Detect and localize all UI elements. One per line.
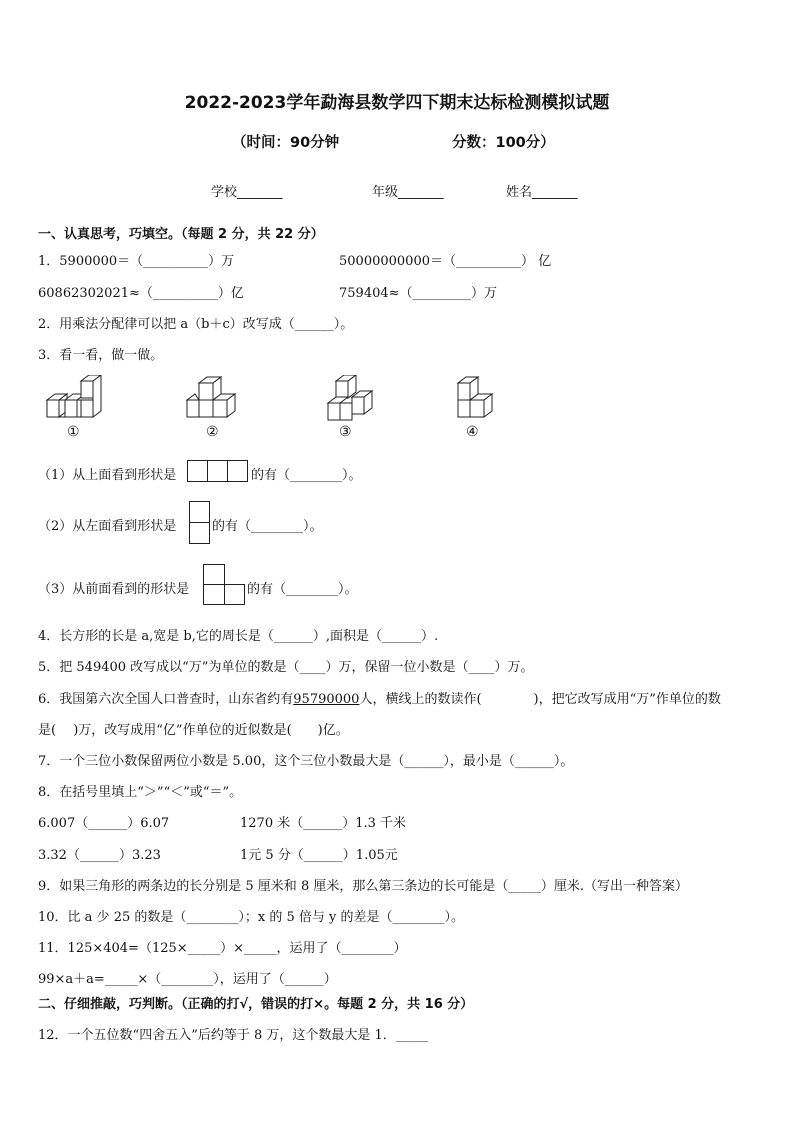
question-6-underlined-number: 95790000 (293, 692, 360, 707)
question-1a: 1．5900000＝（__________）万 (38, 254, 235, 269)
question-4: 4．长方形的长是 a,宽是 b,它的周长是（______）,面积是（______）. (38, 629, 439, 644)
figure-label-4: ④ (466, 424, 479, 440)
question-8b: 1270 米（______）1.3 千米 (240, 816, 407, 831)
question-11a: 11．125×404=（125×_____）×_____，运用了（________） (38, 941, 407, 956)
question-6-line2: 是( )万，改写成用“亿”作单位的近似数是( )亿。 (38, 723, 349, 738)
question-3-2-prefix: （2）从左面看到形状是 (38, 519, 177, 534)
section-1-heading: 一、认真思考，巧填空。（每题 2 分，共 22 分） (38, 227, 324, 242)
figure-label-3: ③ (339, 424, 352, 440)
figure-label-1: ① (67, 424, 80, 440)
cube-figure-2 (187, 377, 235, 417)
question-8d: 1元 5 分（______）1.05元 (240, 848, 398, 863)
cube-figure-3 (328, 375, 372, 420)
question-6-text-b: 人，横线上的数读作( )，把它改写成用“万”作单位的数 (359, 692, 721, 707)
exam-score: 分数：100分） (452, 135, 555, 151)
question-10: 10．比 a 少 25 的数是（________）；x 的 5 倍与 y 的差是（________）。 (38, 910, 464, 925)
question-6-line1 (38, 688, 721, 707)
question-3: 3．看一看，做一做。 (38, 348, 164, 363)
figure-label-2: ② (206, 424, 219, 440)
cube-figure-1 (47, 375, 101, 417)
question-5: 5．把 549400 改写成以“万”为单位的数是（____）万，保留一位小数是（____）万。 (38, 660, 534, 675)
question-1b: 50000000000＝（__________） 亿 (339, 254, 552, 269)
question-7: 7．一个三位小数保留两位小数是 5.00，这个三位小数最大是（______），最小是（______）。 (38, 754, 574, 769)
name-field: 姓名_______ (506, 185, 578, 200)
question-3-2-suffix: 的有（________）。 (212, 519, 323, 534)
cube-figures (40, 375, 560, 445)
question-1c: 60862302021≈（__________）亿 (38, 286, 244, 301)
question-3-1-prefix: （1）从上面看到形状是 (38, 468, 177, 483)
school-field: 学校_______ (211, 185, 283, 200)
question-8: 8．在括号里填上“＞”“＜”或“＝”。 (38, 785, 243, 800)
question-3-1-suffix: 的有（________）。 (251, 468, 362, 483)
question-12: 12．一个五位数“四舍五入”后约等于 8 万，这个数最大是 1．_____ (38, 1028, 429, 1043)
question-3-3-suffix: 的有（________）。 (247, 582, 358, 597)
question-11b: 99×a＋a=_____×（________），运用了（______） (38, 972, 337, 987)
question-3-3-prefix: （3）从前面看到的形状是 (38, 582, 190, 597)
page-title: 2022-2023学年勐海县数学四下期末达标检测模拟试题 (184, 93, 610, 113)
question-2: 2．用乘法分配律可以把 a（b＋c）改写成（______）。 (38, 317, 354, 332)
question-9: 9．如果三角形的两条边的长分别是 5 厘米和 8 厘米，那么第三条边的长可能是（_____）厘米.（写出一种答案） (38, 879, 688, 894)
question-6-text-a: 6．我国第六次全国人口普查时，山东省约有 (38, 692, 294, 707)
section-2-heading: 二、仔细推敲，巧判断。（正确的打√，错误的打×。每题 2 分，共 16 分） (38, 997, 474, 1012)
cube-figure-4 (458, 377, 492, 417)
question-8c: 3.32（______）3.23 (38, 848, 161, 863)
question-1d: 759404≈（_________）万 (339, 286, 498, 301)
question-8a: 6.007（______）6.07 (38, 816, 170, 831)
grade-field: 年级_______ (372, 185, 444, 200)
exam-time: （时间：90分钟 (232, 135, 340, 151)
